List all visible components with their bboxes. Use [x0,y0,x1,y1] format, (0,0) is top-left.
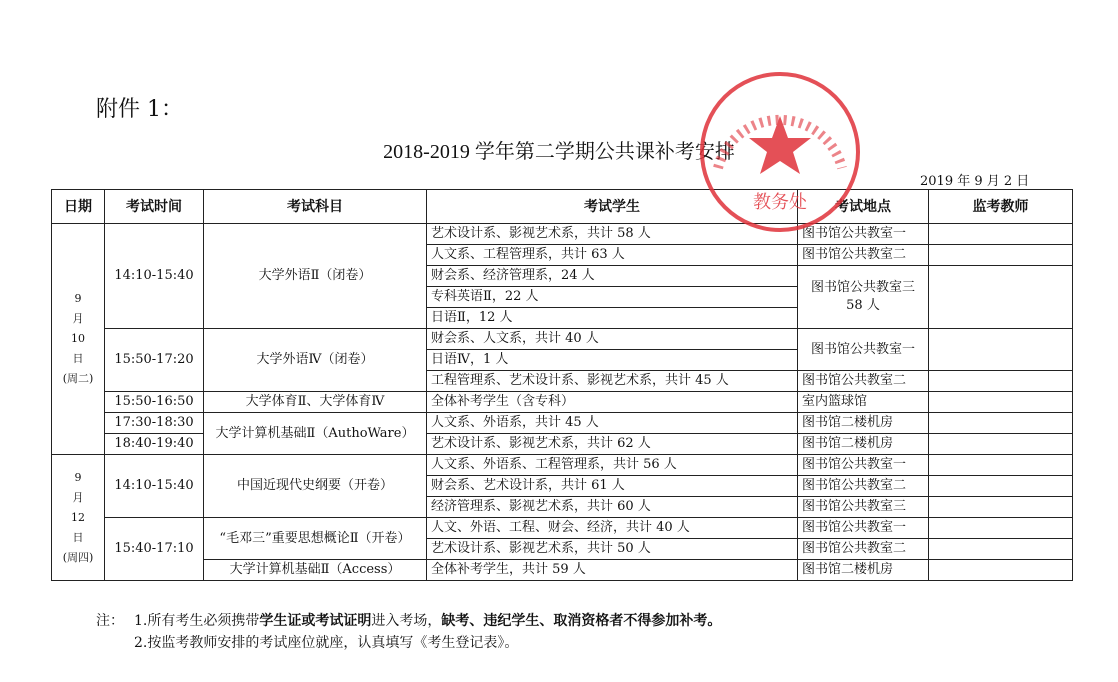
subject-cell: 大学计算机基础Ⅱ（Access） [204,560,427,581]
proctor-cell [929,392,1073,413]
page-title: 2018-2019 学年第二学期公共课补考安排 [383,141,735,163]
table-row [52,455,1073,476]
date-cell-day1: 9 月 10 日 (周二) [52,224,105,455]
table-row [52,224,1073,245]
place-cell: 图书馆二楼机房 [798,413,929,434]
header-students: 考试学生 [427,190,798,224]
header-subject: 考试科目 [204,190,427,224]
students-cell: 艺术设计系、影视艺术系，共计 50 人 [427,539,798,560]
table-row [52,518,1073,539]
proctor-cell [929,371,1073,392]
note-1: 注： 1.所有考生必须携带学生证或考试证明进入考场，缺考、违纪学生、取消资格者不得参加补考。 [96,610,721,632]
notes [96,610,721,654]
students-cell: 全体补考学生（含专科） [427,392,798,413]
place-cell: 图书馆公共教室二 [798,245,929,266]
schedule-table [51,189,1073,581]
svg-text:教务处: 教务处 [753,192,807,213]
subject-cell: 中国近现代史纲要（开卷） [204,455,427,518]
proctor-cell [929,476,1073,497]
place-cell: 图书馆公共教室三 58 人 [798,266,929,329]
proctor-cell [929,224,1073,245]
header-date: 日期 [52,190,105,224]
place-cell: 图书馆二楼机房 [798,560,929,581]
students-cell: 人文系、工程管理系，共计 63 人 [427,245,798,266]
proctor-cell [929,560,1073,581]
subject-cell: 大学外语Ⅱ（闭卷） [204,224,427,329]
students-cell: 日语Ⅳ，1 人 [427,350,798,371]
note-2: 2.按监考教师安排的考试座位就座，认真填写《考生登记表》。 [134,635,519,651]
place-cell: 图书馆公共教室二 [798,539,929,560]
subject-cell: 大学计算机基础Ⅱ（AuthoWare） [204,413,427,455]
students-cell: 日语Ⅱ，12 人 [427,308,798,329]
place-cell: 图书馆公共教室一 [798,224,929,245]
table-row [52,329,1073,350]
proctor-cell [929,539,1073,560]
proctor-cell [929,434,1073,455]
place-cell: 图书馆公共教室一 [798,329,929,371]
time-cell: 18:40-19:40 [105,434,204,455]
students-cell: 经济管理系、影视艺术系，共计 60 人 [427,497,798,518]
students-cell: 人文系、外语系、工程管理系，共计 56 人 [427,455,798,476]
place-cell: 图书馆公共教室一 [798,518,929,539]
place-cell: 图书馆公共教室三 [798,497,929,518]
students-cell: 艺术设计系、影视艺术系，共计 62 人 [427,434,798,455]
students-cell: 财会系、艺术设计系，共计 61 人 [427,476,798,497]
time-cell: 14:10-15:40 [105,455,204,518]
place-cell: 图书馆二楼机房 [798,434,929,455]
proctor-cell [929,455,1073,476]
table-header-row [52,190,1073,224]
students-cell: 财会系、人文系，共计 40 人 [427,329,798,350]
header-time: 考试时间 [105,190,204,224]
time-cell: 15:40-17:10 [105,518,204,581]
students-cell: 工程管理系、艺术设计系、影视艺术系，共计 45 人 [427,371,798,392]
students-cell: 人文、外语、工程、财会、经济，共计 40 人 [427,518,798,539]
students-cell: 全体补考学生，共计 59 人 [427,560,798,581]
place-cell: 室内篮球馆 [798,392,929,413]
proctor-cell [929,413,1073,434]
notes-label: 注： [96,613,124,629]
place-cell: 图书馆公共教室二 [798,371,929,392]
subject-cell: “毛邓三”重要思想概论Ⅱ（开卷） [204,518,427,560]
subject-cell: 大学外语Ⅳ（闭卷） [204,329,427,392]
proctor-cell [929,518,1073,539]
place-cell: 图书馆公共教室二 [798,476,929,497]
table-row [52,560,1073,581]
time-cell: 15:50-16:50 [105,392,204,413]
proctor-cell [929,245,1073,266]
proctor-cell [929,497,1073,518]
place-cell: 图书馆公共教室一 [798,455,929,476]
students-cell: 人文系、外语系，共计 45 人 [427,413,798,434]
proctor-cell [929,266,1073,329]
date-cell-day2: 9 月 12 日 (周四) [52,455,105,581]
document-date: 2019 年 9 月 2 日 [920,174,1030,189]
attachment-label: 附件 1： [96,97,183,122]
table-row [52,413,1073,434]
proctor-cell [929,329,1073,371]
time-cell: 14:10-15:40 [105,224,204,329]
time-cell: 17:30-18:30 [105,413,204,434]
header-proctor: 监考教师 [929,190,1073,224]
table-row [52,392,1073,413]
subject-cell: 大学体育Ⅱ、大学体育Ⅳ [204,392,427,413]
header-place: 考试地点 [798,190,929,224]
time-cell: 15:50-17:20 [105,329,204,392]
students-cell: 专科英语Ⅱ，22 人 [427,287,798,308]
students-cell: 财会系、经济管理系，24 人 [427,266,798,287]
students-cell: 艺术设计系、影视艺术系，共计 58 人 [427,224,798,245]
